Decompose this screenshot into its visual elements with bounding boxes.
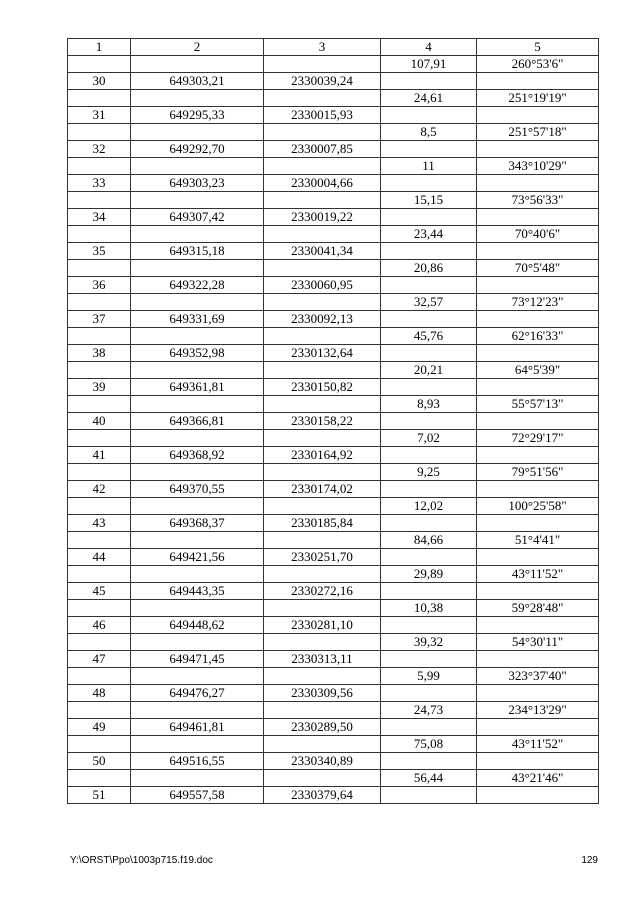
table-body	[68, 56, 599, 804]
table-cell-col4	[381, 481, 477, 498]
table-row	[68, 464, 599, 481]
table-cell-col2	[131, 294, 264, 311]
table-cell-col3: 2330060,95	[264, 277, 381, 294]
table-row	[68, 226, 599, 243]
table-cell-col5: 251°19'19"	[477, 90, 599, 107]
table-cell-col5: 62°16'33"	[477, 328, 599, 345]
table-row	[68, 668, 599, 685]
table-row	[68, 362, 599, 379]
table-cell-col3	[264, 90, 381, 107]
table-cell-col5: 79°51'56"	[477, 464, 599, 481]
table-cell-col1	[68, 668, 131, 685]
table-cell-col5	[477, 617, 599, 634]
table-cell-col4	[381, 175, 477, 192]
table-cell-col5	[477, 175, 599, 192]
table-cell-col4	[381, 719, 477, 736]
table-cell-col5: 251°57'18"	[477, 124, 599, 141]
table-cell-col2	[131, 668, 264, 685]
table-cell-col3: 2330174,02	[264, 481, 381, 498]
table-cell-col3	[264, 532, 381, 549]
table-row	[68, 532, 599, 549]
table-row	[68, 311, 599, 328]
table-cell-col2	[131, 464, 264, 481]
table-cell-col3	[264, 260, 381, 277]
table-cell-col5: 54°30'11"	[477, 634, 599, 651]
table-cell-col5	[477, 447, 599, 464]
table-cell-col2: 649295,33	[131, 107, 264, 124]
table-cell-col4: 45,76	[381, 328, 477, 345]
table-cell-col5: 43°11'52"	[477, 566, 599, 583]
table-cell-col2	[131, 600, 264, 617]
table-cell-col2: 649476,27	[131, 685, 264, 702]
table-cell-col3	[264, 294, 381, 311]
table-cell-col4	[381, 413, 477, 430]
table-cell-col3	[264, 770, 381, 787]
table-row	[68, 498, 599, 515]
table-cell-col3	[264, 192, 381, 209]
table-cell-col2: 649471,45	[131, 651, 264, 668]
table-cell-col1	[68, 396, 131, 413]
table-cell-col1	[68, 90, 131, 107]
table-cell-col3: 2330132,64	[264, 345, 381, 362]
table-cell-col1	[68, 56, 131, 73]
table-cell-col5: 72°29'17"	[477, 430, 599, 447]
table-cell-col1: 42	[68, 481, 131, 498]
table-cell-col2	[131, 498, 264, 515]
table-cell-col2	[131, 260, 264, 277]
table-row	[68, 702, 599, 719]
table-cell-col5	[477, 719, 599, 736]
table-cell-col4	[381, 311, 477, 328]
table-cell-col2	[131, 532, 264, 549]
table-cell-col1: 36	[68, 277, 131, 294]
table-cell-col2	[131, 770, 264, 787]
header-cell-3: 3	[264, 39, 381, 56]
table-cell-col2: 649292,70	[131, 141, 264, 158]
table-cell-col3	[264, 362, 381, 379]
table-row	[68, 685, 599, 702]
table-cell-col2	[131, 124, 264, 141]
coordinates-table	[67, 38, 599, 804]
table-row	[68, 566, 599, 583]
table-row	[68, 73, 599, 90]
table-cell-col4	[381, 685, 477, 702]
table-row	[68, 787, 599, 804]
table-cell-col1	[68, 158, 131, 175]
table-cell-col4: 39,32	[381, 634, 477, 651]
table-cell-col1	[68, 294, 131, 311]
table-cell-col1: 48	[68, 685, 131, 702]
table-cell-col4: 8,93	[381, 396, 477, 413]
table-cell-col4: 15,15	[381, 192, 477, 209]
table-cell-col2	[131, 396, 264, 413]
header-cell-5: 5	[477, 39, 599, 56]
table-cell-col2	[131, 634, 264, 651]
table-cell-col1: 43	[68, 515, 131, 532]
table-cell-col3: 2330309,56	[264, 685, 381, 702]
table-cell-col5: 55°57'13"	[477, 396, 599, 413]
table-cell-col3	[264, 566, 381, 583]
table-cell-col2	[131, 430, 264, 447]
table-cell-col3	[264, 464, 381, 481]
table-cell-col1: 45	[68, 583, 131, 600]
table-cell-col3	[264, 634, 381, 651]
table-cell-col1: 51	[68, 787, 131, 804]
table-cell-col3	[264, 600, 381, 617]
table-row	[68, 634, 599, 651]
header-row	[68, 39, 599, 56]
table-row	[68, 175, 599, 192]
table-cell-col2	[131, 90, 264, 107]
table-cell-col4: 8,5	[381, 124, 477, 141]
table-row	[68, 107, 599, 124]
table-cell-col3	[264, 736, 381, 753]
table-cell-col2: 649370,55	[131, 481, 264, 498]
header-cell-1: 1	[68, 39, 131, 56]
table-cell-col1	[68, 702, 131, 719]
page-number: 129	[581, 855, 598, 866]
table-cell-col4: 84,66	[381, 532, 477, 549]
table-cell-col5: 43°11'52"	[477, 736, 599, 753]
table-row	[68, 413, 599, 430]
table-cell-col3	[264, 498, 381, 515]
table-cell-col5	[477, 651, 599, 668]
table-row	[68, 277, 599, 294]
table-cell-col3	[264, 56, 381, 73]
table-cell-col5	[477, 753, 599, 770]
table-row	[68, 396, 599, 413]
table-cell-col4: 9,25	[381, 464, 477, 481]
table-cell-col5: 323°37'40"	[477, 668, 599, 685]
table-cell-col4	[381, 107, 477, 124]
table-row	[68, 753, 599, 770]
table-row	[68, 124, 599, 141]
table-cell-col1: 39	[68, 379, 131, 396]
table-cell-col3: 2330379,64	[264, 787, 381, 804]
table-cell-col3: 2330158,22	[264, 413, 381, 430]
table-cell-col2: 649331,69	[131, 311, 264, 328]
table-cell-col4	[381, 209, 477, 226]
table-cell-col5	[477, 73, 599, 90]
table-row	[68, 736, 599, 753]
table-row	[68, 549, 599, 566]
table-cell-col5: 260°53'6"	[477, 56, 599, 73]
table-row	[68, 481, 599, 498]
table-cell-col5: 100°25'58"	[477, 498, 599, 515]
table-cell-col4: 24,73	[381, 702, 477, 719]
table-cell-col3: 2330039,24	[264, 73, 381, 90]
table-cell-col3	[264, 668, 381, 685]
table-cell-col1	[68, 192, 131, 209]
table-cell-col1	[68, 124, 131, 141]
table-cell-col1: 49	[68, 719, 131, 736]
table-cell-col5	[477, 787, 599, 804]
table-row	[68, 141, 599, 158]
table-cell-col5: 59°28'48"	[477, 600, 599, 617]
table-cell-col1: 38	[68, 345, 131, 362]
table-cell-col4: 24,61	[381, 90, 477, 107]
table-cell-col5: 343°10'29"	[477, 158, 599, 175]
table-row	[68, 600, 599, 617]
table-cell-col3: 2330150,82	[264, 379, 381, 396]
table-row	[68, 158, 599, 175]
table-cell-col1	[68, 328, 131, 345]
table-row	[68, 294, 599, 311]
table-cell-col1	[68, 464, 131, 481]
table-cell-col1: 31	[68, 107, 131, 124]
table-cell-col4	[381, 73, 477, 90]
table-cell-col4	[381, 515, 477, 532]
table-cell-col5	[477, 413, 599, 430]
table-cell-col5	[477, 311, 599, 328]
table-cell-col4: 23,44	[381, 226, 477, 243]
table-cell-col3: 2330164,92	[264, 447, 381, 464]
table-cell-col1	[68, 498, 131, 515]
table-cell-col1: 47	[68, 651, 131, 668]
table-cell-col5	[477, 107, 599, 124]
header-cell-2: 2	[131, 39, 264, 56]
table-cell-col1	[68, 430, 131, 447]
table-cell-col1	[68, 634, 131, 651]
table-cell-col1: 37	[68, 311, 131, 328]
table-cell-col1: 30	[68, 73, 131, 90]
table-cell-col2: 649352,98	[131, 345, 264, 362]
table-cell-col3: 2330289,50	[264, 719, 381, 736]
table-cell-col2: 649366,81	[131, 413, 264, 430]
table-cell-col2	[131, 566, 264, 583]
table-row	[68, 515, 599, 532]
table-cell-col3: 2330004,66	[264, 175, 381, 192]
table-cell-col4: 29,89	[381, 566, 477, 583]
table-cell-col5	[477, 515, 599, 532]
table-cell-col1	[68, 600, 131, 617]
table-cell-col2: 649443,35	[131, 583, 264, 600]
table-cell-col4: 12,02	[381, 498, 477, 515]
table-cell-col1	[68, 362, 131, 379]
table-cell-col3	[264, 124, 381, 141]
table-cell-col4	[381, 583, 477, 600]
table-cell-col1: 33	[68, 175, 131, 192]
table-cell-col4: 32,57	[381, 294, 477, 311]
table-cell-col5: 73°56'33"	[477, 192, 599, 209]
table-cell-col2: 649461,81	[131, 719, 264, 736]
table-cell-col3: 2330272,16	[264, 583, 381, 600]
table-cell-col2	[131, 328, 264, 345]
table-cell-col4: 20,21	[381, 362, 477, 379]
table-cell-col1: 41	[68, 447, 131, 464]
header-cell-4: 4	[381, 39, 477, 56]
table-cell-col2: 649421,56	[131, 549, 264, 566]
table-cell-col3	[264, 396, 381, 413]
table-cell-col4	[381, 379, 477, 396]
table-cell-col4	[381, 447, 477, 464]
document-path: Y:\ORST\Ppo\1003p715.f19.doc	[70, 855, 213, 866]
table-cell-col3: 2330007,85	[264, 141, 381, 158]
table-row	[68, 583, 599, 600]
table-cell-col2: 649448,62	[131, 617, 264, 634]
table-cell-col5	[477, 549, 599, 566]
table-cell-col2	[131, 362, 264, 379]
table-cell-col1: 44	[68, 549, 131, 566]
table-row	[68, 447, 599, 464]
table-cell-col5: 51°4'41"	[477, 532, 599, 549]
table-cell-col2	[131, 158, 264, 175]
table-cell-col3	[264, 328, 381, 345]
table-cell-col4	[381, 753, 477, 770]
table-cell-col3: 2330092,13	[264, 311, 381, 328]
table-cell-col1	[68, 770, 131, 787]
table-cell-col5	[477, 345, 599, 362]
table-cell-col5	[477, 141, 599, 158]
table-cell-col5	[477, 277, 599, 294]
table-row	[68, 260, 599, 277]
table-row	[68, 770, 599, 787]
table-cell-col2	[131, 56, 264, 73]
table-cell-col5	[477, 583, 599, 600]
table-row	[68, 192, 599, 209]
table-row	[68, 379, 599, 396]
table-cell-col2	[131, 702, 264, 719]
table-row	[68, 243, 599, 260]
table-cell-col4: 107,91	[381, 56, 477, 73]
table-cell-col4: 11	[381, 158, 477, 175]
table-cell-col5	[477, 209, 599, 226]
table-cell-col1	[68, 566, 131, 583]
table-cell-col1	[68, 226, 131, 243]
table-cell-col4: 56,44	[381, 770, 477, 787]
table-cell-col2: 649361,81	[131, 379, 264, 396]
table-cell-col4: 5,99	[381, 668, 477, 685]
table-cell-col4	[381, 787, 477, 804]
table-cell-col3: 2330185,84	[264, 515, 381, 532]
table-cell-col1: 32	[68, 141, 131, 158]
table-cell-col5	[477, 379, 599, 396]
table-cell-col3	[264, 226, 381, 243]
table-cell-col4: 75,08	[381, 736, 477, 753]
table-cell-col1: 40	[68, 413, 131, 430]
table-cell-col2	[131, 226, 264, 243]
table-cell-col1	[68, 260, 131, 277]
table-row	[68, 430, 599, 447]
table-cell-col5: 64°5'39"	[477, 362, 599, 379]
table-cell-col3: 2330015,93	[264, 107, 381, 124]
table-cell-col5: 234°13'29"	[477, 702, 599, 719]
table-cell-col3: 2330313,11	[264, 651, 381, 668]
table-cell-col4: 20,86	[381, 260, 477, 277]
table-cell-col5	[477, 685, 599, 702]
table-cell-col5: 70°40'6"	[477, 226, 599, 243]
table-cell-col5	[477, 243, 599, 260]
table-cell-col2	[131, 736, 264, 753]
table-cell-col4	[381, 277, 477, 294]
table-row	[68, 719, 599, 736]
table-cell-col2: 649303,23	[131, 175, 264, 192]
table-cell-col3: 2330251,70	[264, 549, 381, 566]
table-cell-col2: 649307,42	[131, 209, 264, 226]
table-row	[68, 617, 599, 634]
table-cell-col4	[381, 243, 477, 260]
table-row	[68, 328, 599, 345]
table-cell-col1: 35	[68, 243, 131, 260]
table-cell-col1: 34	[68, 209, 131, 226]
table-cell-col4	[381, 651, 477, 668]
table-cell-col1: 50	[68, 753, 131, 770]
table-cell-col5: 70°5'48"	[477, 260, 599, 277]
table-cell-col5: 73°12'23"	[477, 294, 599, 311]
table-cell-col3: 2330041,34	[264, 243, 381, 260]
table-row	[68, 56, 599, 73]
table-cell-col4: 10,38	[381, 600, 477, 617]
table-cell-col1	[68, 736, 131, 753]
table-cell-col5	[477, 481, 599, 498]
table-cell-col4	[381, 617, 477, 634]
table-cell-col4	[381, 549, 477, 566]
table-cell-col3	[264, 430, 381, 447]
table-cell-col2: 649368,92	[131, 447, 264, 464]
table-cell-col2	[131, 192, 264, 209]
table-cell-col2: 649322,28	[131, 277, 264, 294]
table-cell-col2: 649557,58	[131, 787, 264, 804]
table-cell-col4	[381, 141, 477, 158]
table-cell-col4	[381, 345, 477, 362]
table-cell-col1: 46	[68, 617, 131, 634]
table-cell-col3: 2330340,89	[264, 753, 381, 770]
table-row	[68, 345, 599, 362]
table-row	[68, 651, 599, 668]
table-cell-col1	[68, 532, 131, 549]
table-cell-col4: 7,02	[381, 430, 477, 447]
table-cell-col2: 649368,37	[131, 515, 264, 532]
table-cell-col5: 43°21'46"	[477, 770, 599, 787]
table-cell-col2: 649315,18	[131, 243, 264, 260]
table-cell-col2: 649303,21	[131, 73, 264, 90]
table-cell-col3	[264, 702, 381, 719]
table-cell-col3	[264, 158, 381, 175]
table-row	[68, 90, 599, 107]
table-cell-col3: 2330281,10	[264, 617, 381, 634]
table-cell-col3: 2330019,22	[264, 209, 381, 226]
table-cell-col2: 649516,55	[131, 753, 264, 770]
table-row	[68, 209, 599, 226]
